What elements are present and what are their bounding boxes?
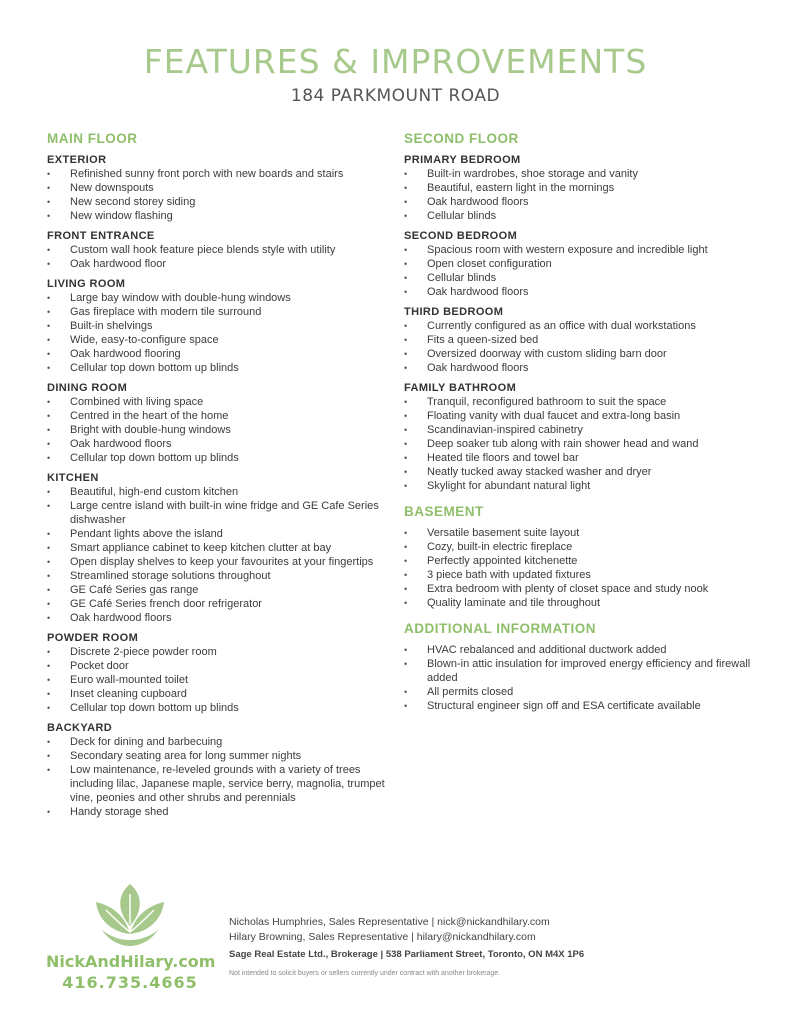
list-item: • Tranquil, reconfigured bathroom to suit the space: [404, 395, 754, 409]
floor-block: [404, 503, 754, 610]
feature-section: [47, 153, 392, 223]
list-item: • Built-in wardrobes, shoe storage and vanity: [404, 167, 754, 181]
list-item: • Heated tile floors and towel bar: [404, 451, 754, 465]
list-item: • New window flashing: [47, 209, 392, 223]
floor-block: [47, 130, 392, 819]
section-heading: DINING ROOM: [47, 382, 128, 394]
list-item: • Pocket door: [47, 659, 392, 673]
list-item: • New downspouts: [47, 181, 392, 195]
list-item: • GE Café Series french door refrigerator: [47, 597, 392, 611]
list-item: • GE Café Series gas range: [47, 583, 392, 597]
contact-nicholas: Nicholas Humphries, Sales Representative | nick@nickandhilary.com: [229, 916, 550, 928]
list-item: • Neatly tucked away stacked washer and dryer: [404, 465, 754, 479]
list-item: • Beautiful, eastern light in the mornings: [404, 181, 754, 195]
brand-name: NickAndHilary.com: [46, 952, 216, 971]
feature-list: [404, 643, 754, 713]
feature-section: [47, 631, 392, 715]
section-heading: PRIMARY BEDROOM: [404, 154, 521, 166]
list-item: • Cellular top down bottom up blinds: [47, 361, 392, 375]
section-heading: THIRD BEDROOM: [404, 306, 504, 318]
list-item: • Floating vanity with dual faucet and extra-long basin: [404, 409, 754, 423]
list-item: • Oak hardwood flooring: [47, 347, 392, 361]
feature-list: [404, 243, 754, 299]
list-item: • 3 piece bath with updated fixtures: [404, 568, 754, 582]
section-heading: KITCHEN: [47, 472, 99, 484]
list-item: • Wide, easy-to-configure space: [47, 333, 392, 347]
feature-list: [404, 319, 754, 375]
list-item: • Cellular top down bottom up blinds: [47, 701, 392, 715]
list-item: • Spacious room with western exposure and incredible light: [404, 243, 754, 257]
list-item: • Inset cleaning cupboard: [47, 687, 392, 701]
list-item: • Discrete 2-piece powder room: [47, 645, 392, 659]
section-heading: FRONT ENTRANCE: [47, 230, 155, 242]
disclaimer: Not intended to solicit buyers or sellers currently under contract with another brokerage.: [229, 970, 501, 977]
contact-block: [229, 915, 729, 981]
list-item: • Combined with living space: [47, 395, 392, 409]
list-item: • Currently configured as an office with dual workstations: [404, 319, 754, 333]
floor-block: [404, 620, 754, 713]
list-item: • Large bay window with double-hung windows: [47, 291, 392, 305]
feature-list: [47, 645, 392, 715]
list-item: • Cellular top down bottom up blinds: [47, 451, 392, 465]
page-subtitle: 184 PARKMOUNT ROAD: [290, 86, 501, 106]
leaf-logo-icon: [88, 880, 172, 948]
feature-section: [404, 381, 754, 493]
section-heading: FAMILY BATHROOM: [404, 382, 517, 394]
feature-section: [404, 526, 754, 610]
feature-list: [47, 485, 392, 625]
list-item: • Oak hardwood floors: [47, 611, 392, 625]
list-item: • Cellular blinds: [404, 209, 754, 223]
list-item: • Deep soaker tub along with rain shower head and wand: [404, 437, 754, 451]
feature-list: [47, 735, 392, 819]
list-item: • New second storey siding: [47, 195, 392, 209]
list-item: • Oak hardwood floors: [404, 361, 754, 375]
section-heading: LIVING ROOM: [47, 278, 126, 290]
feature-list: [47, 395, 392, 465]
contact-hilary: Hilary Browning, Sales Representative | hilary@nickandhilary.com: [229, 931, 536, 943]
section-heading: POWDER ROOM: [47, 632, 139, 644]
section-heading: BACKYARD: [47, 722, 113, 734]
list-item: • Oversized doorway with custom sliding barn door: [404, 347, 754, 361]
feature-list: [47, 167, 392, 223]
logo: [46, 880, 214, 992]
floor-heading: MAIN FLOOR: [47, 131, 138, 146]
list-item: • Smart appliance cabinet to keep kitchen clutter at bay: [47, 541, 392, 555]
list-item: • Euro wall-mounted toilet: [47, 673, 392, 687]
list-item: • Cellular blinds: [404, 271, 754, 285]
feature-list: [47, 243, 392, 271]
list-item: • Fits a queen-sized bed: [404, 333, 754, 347]
list-item: • Skylight for abundant natural light: [404, 479, 754, 493]
list-item: • Built-in shelvings: [47, 319, 392, 333]
feature-list: [404, 167, 754, 223]
feature-section: [404, 305, 754, 375]
feature-section: [404, 153, 754, 223]
list-item: • Versatile basement suite layout: [404, 526, 754, 540]
list-item: • Open closet configuration: [404, 257, 754, 271]
list-item: • Oak hardwood floor: [47, 257, 392, 271]
list-item: • Refinished sunny front porch with new boards and stairs: [47, 167, 392, 181]
list-item: • Custom wall hook feature piece blends style with utility: [47, 243, 392, 257]
list-item: • Oak hardwood floors: [404, 195, 754, 209]
list-item: • Structural engineer sign off and ESA certificate available: [404, 699, 754, 713]
list-item: • Gas fireplace with modern tile surround: [47, 305, 392, 319]
list-item: • Handy storage shed: [47, 805, 392, 819]
feature-section: [404, 643, 754, 713]
list-item: • Low maintenance, re-leveled grounds with a variety of trees including lilac, Japanese maple, service berry, magnolia, trumpet vine, peonies and other shrubs and perennials: [47, 763, 392, 805]
list-item: • Quality laminate and tile throughout: [404, 596, 754, 610]
left-column: [47, 130, 392, 829]
list-item: • Blown-in attic insulation for improved energy efficiency and firewall added: [404, 657, 754, 685]
list-item: • Deck for dining and barbecuing: [47, 735, 392, 749]
floor-block: [404, 130, 754, 493]
brand-phone: 416.735.4665: [62, 973, 198, 992]
feature-section: [47, 381, 392, 465]
list-item: • Oak hardwood floors: [47, 437, 392, 451]
list-item: • Centred in the heart of the home: [47, 409, 392, 423]
section-heading: SECOND BEDROOM: [404, 230, 518, 242]
list-item: • Perfectly appointed kitchenette: [404, 554, 754, 568]
list-item: • Oak hardwood floors: [404, 285, 754, 299]
section-heading: EXTERIOR: [47, 154, 107, 166]
list-item: • Large centre island with built-in wine fridge and GE Cafe Series dishwasher: [47, 499, 392, 527]
list-item: • HVAC rebalanced and additional ductwork added: [404, 643, 754, 657]
feature-section: [404, 229, 754, 299]
feature-list: [404, 526, 754, 610]
brokerage-info: Sage Real Estate Ltd., Brokerage | 538 Parliament Street, Toronto, ON M4X 1P6: [229, 949, 585, 960]
list-item: • All permits closed: [404, 685, 754, 699]
feature-section: [47, 721, 392, 819]
list-item: • Pendant lights above the island: [47, 527, 392, 541]
list-item: • Scandinavian-inspired cabinetry: [404, 423, 754, 437]
list-item: • Secondary seating area for long summer nights: [47, 749, 392, 763]
right-column: [404, 130, 754, 723]
floor-heading: ADDITIONAL INFORMATION: [404, 621, 596, 636]
page-title: FEATURES & IMPROVEMENTS: [143, 42, 648, 81]
feature-section: [47, 471, 392, 625]
list-item: • Streamlined storage solutions throughout: [47, 569, 392, 583]
feature-section: [47, 277, 392, 375]
feature-list: [47, 291, 392, 375]
list-item: • Bright with double-hung windows: [47, 423, 392, 437]
floor-heading: SECOND FLOOR: [404, 131, 519, 146]
feature-list: [404, 395, 754, 493]
list-item: • Extra bedroom with plenty of closet space and study nook: [404, 582, 754, 596]
feature-section: [47, 229, 392, 271]
list-item: • Beautiful, high-end custom kitchen: [47, 485, 392, 499]
floor-heading: BASEMENT: [404, 504, 484, 519]
list-item: • Open display shelves to keep your favourites at your fingertips: [47, 555, 392, 569]
list-item: • Cozy, built-in electric fireplace: [404, 540, 754, 554]
